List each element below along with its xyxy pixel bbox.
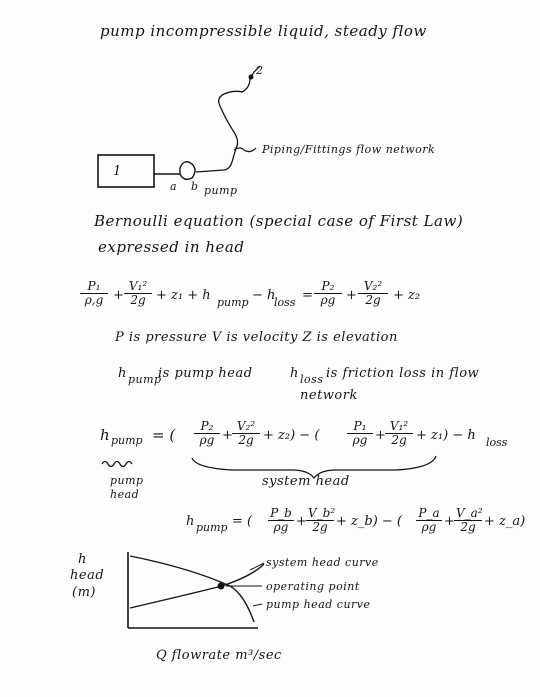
hpump-symbol: h <box>100 426 110 444</box>
definitions-line3: network <box>300 388 358 403</box>
bernoulli-line2: expressed in head <box>98 238 245 256</box>
rhs-pressure-frac: $\frac{\text{P₂}}{\rho g}$ <box>314 280 342 307</box>
operating-point-dot <box>218 583 225 590</box>
system-curve-label: system head curve <box>266 556 379 569</box>
pump-label: pump <box>204 184 238 197</box>
pump-head-label-1: pump <box>110 474 144 487</box>
y-label-unit: (m) <box>72 585 96 600</box>
def-hpump: h <box>118 366 127 381</box>
y-label-h: h <box>78 552 87 567</box>
pump-symbol <box>180 162 195 180</box>
operating-point-label: operating point <box>266 580 360 593</box>
point-2-label: 2 <box>256 64 264 77</box>
lhs-rest: + z₁ + h <box>156 288 211 303</box>
system-head-label: system head <box>262 474 350 489</box>
lhs-pressure-frac: $\frac{\text{P₁}}{\rho,g}$ <box>80 280 108 307</box>
definitions-line1: P is pressure V is velocity Z is elevation <box>115 330 398 345</box>
point-b-label: b <box>191 180 199 193</box>
notes-page: pump incompressible liquid, steady flow 1 2 a b pump Piping/Fittings flow network Bernoulli equation (special case of First Law) expressed in head $\frac{\text{P₁}}{\rho,g}$ + $\frac{\text{V₁²}}{2g}$ + z₁ + h pump − h loss = $\frac{\text{P₂}}{\rho g}$ + $\frac{\text{V₂²}}{2g}$ + z₂ P is pressure V is velocity Z is elevation h pump is pump head h loss is friction loss in flow network h pump = ( $\frac{\text{P₂}}{\rho g}$ + $\frac{\text{V₂²}}{2g}$ + z₂) − ( $\frac{\text{P₁}}{\rho g}$ + $\frac{\text{V₁²}}{2g}$ + z₁) − h loss pump head system head h pump = ( $\frac{P\_b}{\rho g}$ + $\frac{\text{V\_b²}}{2g}$ + z_b) − ( $\frac{P\_a}{\rho g}$ + $\frac{\text{V\_a²}}{2g}$ + z_a) h head (m) Q flowrate m³/sec system head curve operating point pump head curve <box>0 0 540 697</box>
bernoulli-line1: Bernoulli equation (special case of First Law) <box>94 212 464 230</box>
rhs-velocity-frac: $\frac{\text{V₂²}}{2g}$ <box>358 280 388 307</box>
pump-curve-label: pump head curve <box>266 598 371 611</box>
point-2-dot <box>249 75 254 80</box>
tank-label: 1 <box>113 164 122 179</box>
hpump2-symbol: h <box>186 514 195 529</box>
def-hloss: h <box>290 366 299 381</box>
x-label: Q flowrate m³/sec <box>156 648 282 663</box>
piping-network <box>196 66 260 172</box>
pump-head-label-2: head <box>110 488 140 501</box>
lhs-velocity-frac: $\frac{\text{V₁²}}{2g}$ <box>124 280 152 307</box>
tank-box <box>98 155 154 187</box>
network-label: Piping/Fittings flow network <box>262 143 436 156</box>
y-label-head: head <box>70 568 105 583</box>
page-title: pump incompressible liquid, steady flow <box>100 22 427 40</box>
point-a-label: a <box>170 180 178 193</box>
pump-head-curve <box>130 556 254 622</box>
